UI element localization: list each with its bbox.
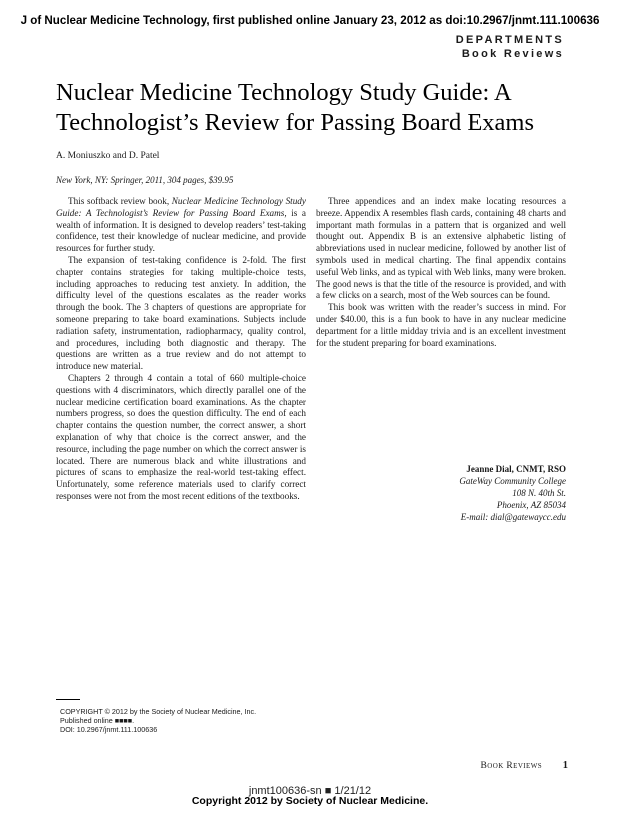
journal-banner: J of Nuclear Medicine Technology, first published online January 23, 2012 as doi:10.2967/jnmt.111.100636	[20, 14, 600, 27]
reviewer-city: Phoenix, AZ 85034	[496, 500, 566, 510]
doi-line: DOI: 10.2967/jnmt.111.100636	[60, 725, 158, 734]
section-label: Book Reviews	[461, 48, 564, 60]
paragraph-4: Three appendices and an index make locating resources a breeze. Appendix A resembles flash cards, containing 48 charts and important math formulas in a pattern that is organized and well thought out. Appendix B is an extensive alphabetic listing of abbreviations used in nuclear medicine, followed by another list of symbols used in medical charting. The final appendix contains useful Web links, and as typical with Web links, many were broken. The good news is that the title of the resource is provided, and with a few clicks on a search, most of the Web sources can be found.	[316, 196, 566, 301]
right-column	[316, 196, 566, 349]
file-stamp: jnmt100636-sn ■ 1/21/12	[248, 785, 372, 797]
reviewer-street: 108 N. 40th St.	[512, 488, 566, 498]
department-header	[456, 33, 564, 61]
reviewer-signature	[459, 463, 566, 523]
reviewer-org: GateWay Community College	[459, 476, 566, 486]
published-online-line: Published online ■■■■.	[60, 716, 135, 725]
paragraph-3: Chapters 2 through 4 contain a total of 660 multiple-choice questions with 4 discriminators, which directly parallel one of the nuclear medicine certification board examinations. As the chapter numbers progress, so does the question difficulty. The end of each chapter contains the question number, the correct answer, a short explanation of why that choice is the correct answer, and the resource, including the page number on which the correct answer is located. There are numerous black and white illustrations and pictures of scans to emphasize the real-world test-taking effect. Unfortunately, some reference materials used to clarify correct responses were not from the most recent editions of the textbooks.	[56, 372, 306, 501]
copyright-banner: Copyright 2012 by Society of Nuclear Medicine.	[191, 795, 429, 807]
left-column	[56, 196, 306, 503]
copyright-line: COPYRIGHT © 2012 by the Society of Nuclear Medicine, Inc.	[60, 707, 257, 716]
authors: A. Moniuszko and D. Patel	[56, 151, 160, 161]
reviewer-email: E-mail: dial@gatewaycc.edu	[460, 512, 566, 522]
paragraph-5: This book was written with the reader’s success in mind. For under $40.00, this is a fun book to have in any nuclear medicine department for a little midday trivia and is an excellent investment for the student preparing for board examinations.	[316, 302, 566, 348]
paragraph-2: The expansion of test-taking confidence is 2-fold. The first chapter contains strategies for taking multiple-choice tests, including approaches to reducing test anxiety. In addition, the difficulty level of the questions escalates as the reader works through the book. The 3 chapters of questions are appropriate for someone preparing to take board examinations. Subjects include radiation safety, instrumentation, radiopharmacy, quality control, and procedures, including both diagnostic and therapy. The questions are written as a true review and do not attempt to introduce new material.	[56, 254, 306, 372]
page-number: 1	[562, 760, 568, 771]
book-title-italic: Nuclear Medicine Technology Study Guide: A Technologist’s Review for Passing Board Exams,	[56, 196, 306, 218]
footnote-divider	[56, 699, 80, 700]
paragraph-1: This softback review book, Nuclear Medicine Technology Study Guide: A Technologist’s Review for Passing Board Exams, is a wealth of information. It is designed to develop readers’ test-taking confidence, test their knowledge of nuclear medicine, and provide resources for further study.	[56, 196, 306, 254]
copyright-block	[60, 707, 256, 734]
article-title: Nuclear Medicine Technology Study Guide: A Technologist’s Review for Passing Board Exams	[56, 79, 535, 136]
reviewer-name: Jeanne Dial, CNMT, RSO	[466, 464, 566, 474]
department-label: DEPARTMENTS	[455, 34, 564, 46]
publication-info: New York, NY: Springer, 2011, 304 pages, $39.95	[56, 175, 234, 185]
running-footer-section: Book Reviews	[480, 761, 542, 771]
